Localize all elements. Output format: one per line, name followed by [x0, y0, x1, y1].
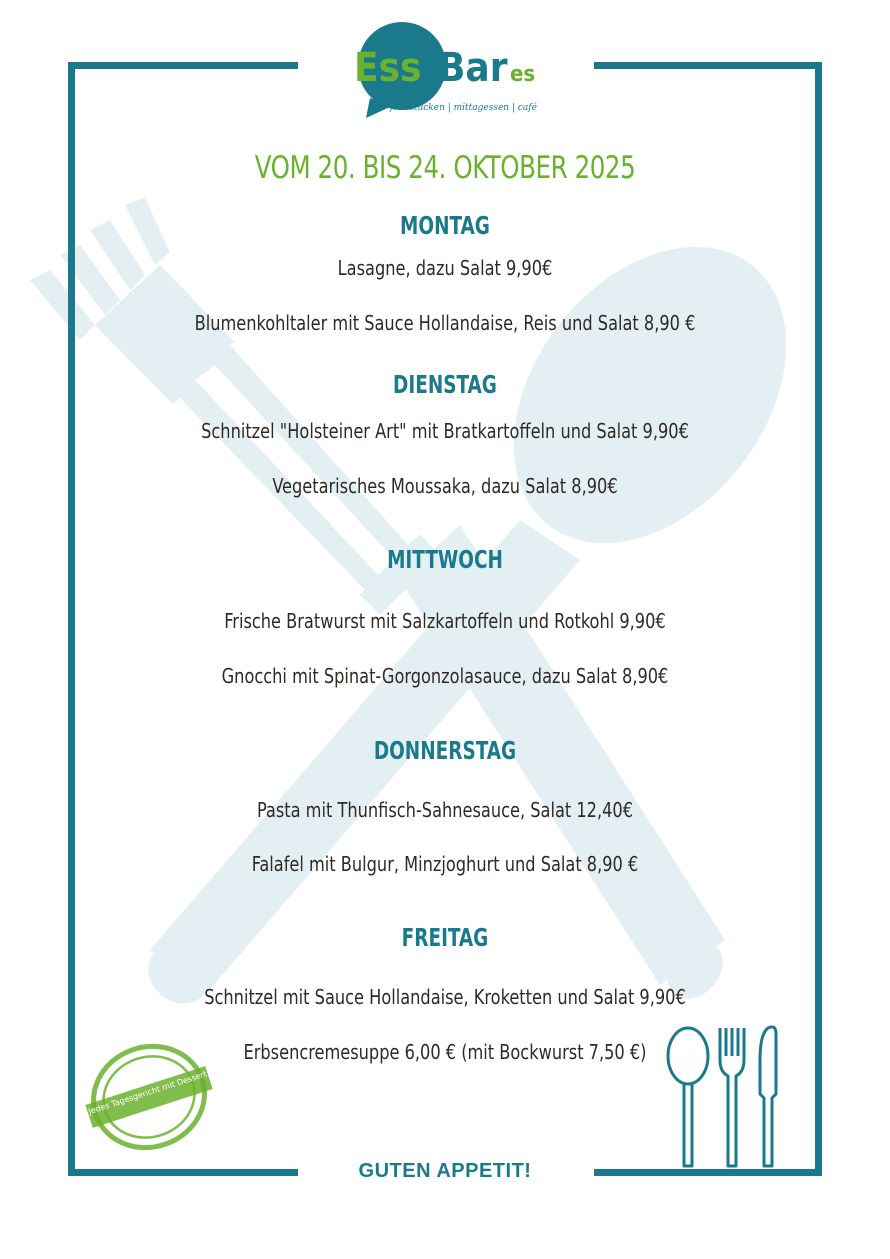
dish-friday-2: Erbsencremesuppe 6,00 € (mit Bockwurst 7,50 €): [243, 1040, 647, 1064]
dessert-stamp: [84, 1040, 214, 1155]
cutlery-outline-icon: [660, 1020, 790, 1170]
date-range-title: VOM 20. BIS 24. OKTOBER 2025: [254, 150, 636, 186]
day-heading-monday: MONTAG: [400, 211, 490, 240]
dish-wednesday-2: Gnocchi mit Spinat-Gorgonzolasauce, dazu Salat 8,90€: [221, 664, 669, 688]
dish-tuesday-1: Schnitzel "Holsteiner Art" mit Bratkartoffeln und Salat 9,90€: [201, 419, 689, 443]
dish-monday-1: Lasagne, dazu Salat 9,90€: [337, 256, 553, 280]
stamp-text: Jedes Tagesgericht mit Dessert: [87, 1069, 208, 1117]
day-heading-friday: FREITAG: [401, 923, 489, 952]
dish-thursday-2: Falafel mit Bulgur, Minzjoghurt und Salat 8,90 €: [251, 852, 639, 876]
frame-top-right: [594, 62, 822, 69]
dish-friday-1: Schnitzel mit Sauce Hollandaise, Kroketten und Salat 9,90€: [204, 985, 686, 1009]
logo-bar: Bar: [438, 45, 508, 91]
footer-guten-appetit: GUTEN APPETIT!: [358, 1160, 532, 1182]
dish-tuesday-2: Vegetarisches Moussaka, dazu Salat 8,90€: [272, 474, 618, 498]
dish-thursday-1: Pasta mit Thunfisch-Sahnesauce, Salat 12,40€: [256, 798, 634, 822]
essbares-logo: [340, 18, 560, 118]
dish-wednesday-1: Frische Bratwurst mit Salzkartoffeln und Rotkohl 9,90€: [224, 609, 666, 633]
day-heading-wednesday: MITTWOCH: [387, 545, 503, 574]
logo-tagline: frühstücken | mittagessen | café: [390, 103, 537, 113]
day-heading-thursday: DONNERSTAG: [373, 736, 517, 765]
dish-monday-2: Blumenkohltaler mit Sauce Hollandaise, Reis und Salat 8,90 €: [194, 311, 696, 335]
logo-es: es: [510, 62, 536, 87]
logo-ess: Ess: [354, 45, 422, 91]
frame-top-left: [68, 62, 298, 69]
day-heading-tuesday: DIENSTAG: [393, 370, 497, 399]
